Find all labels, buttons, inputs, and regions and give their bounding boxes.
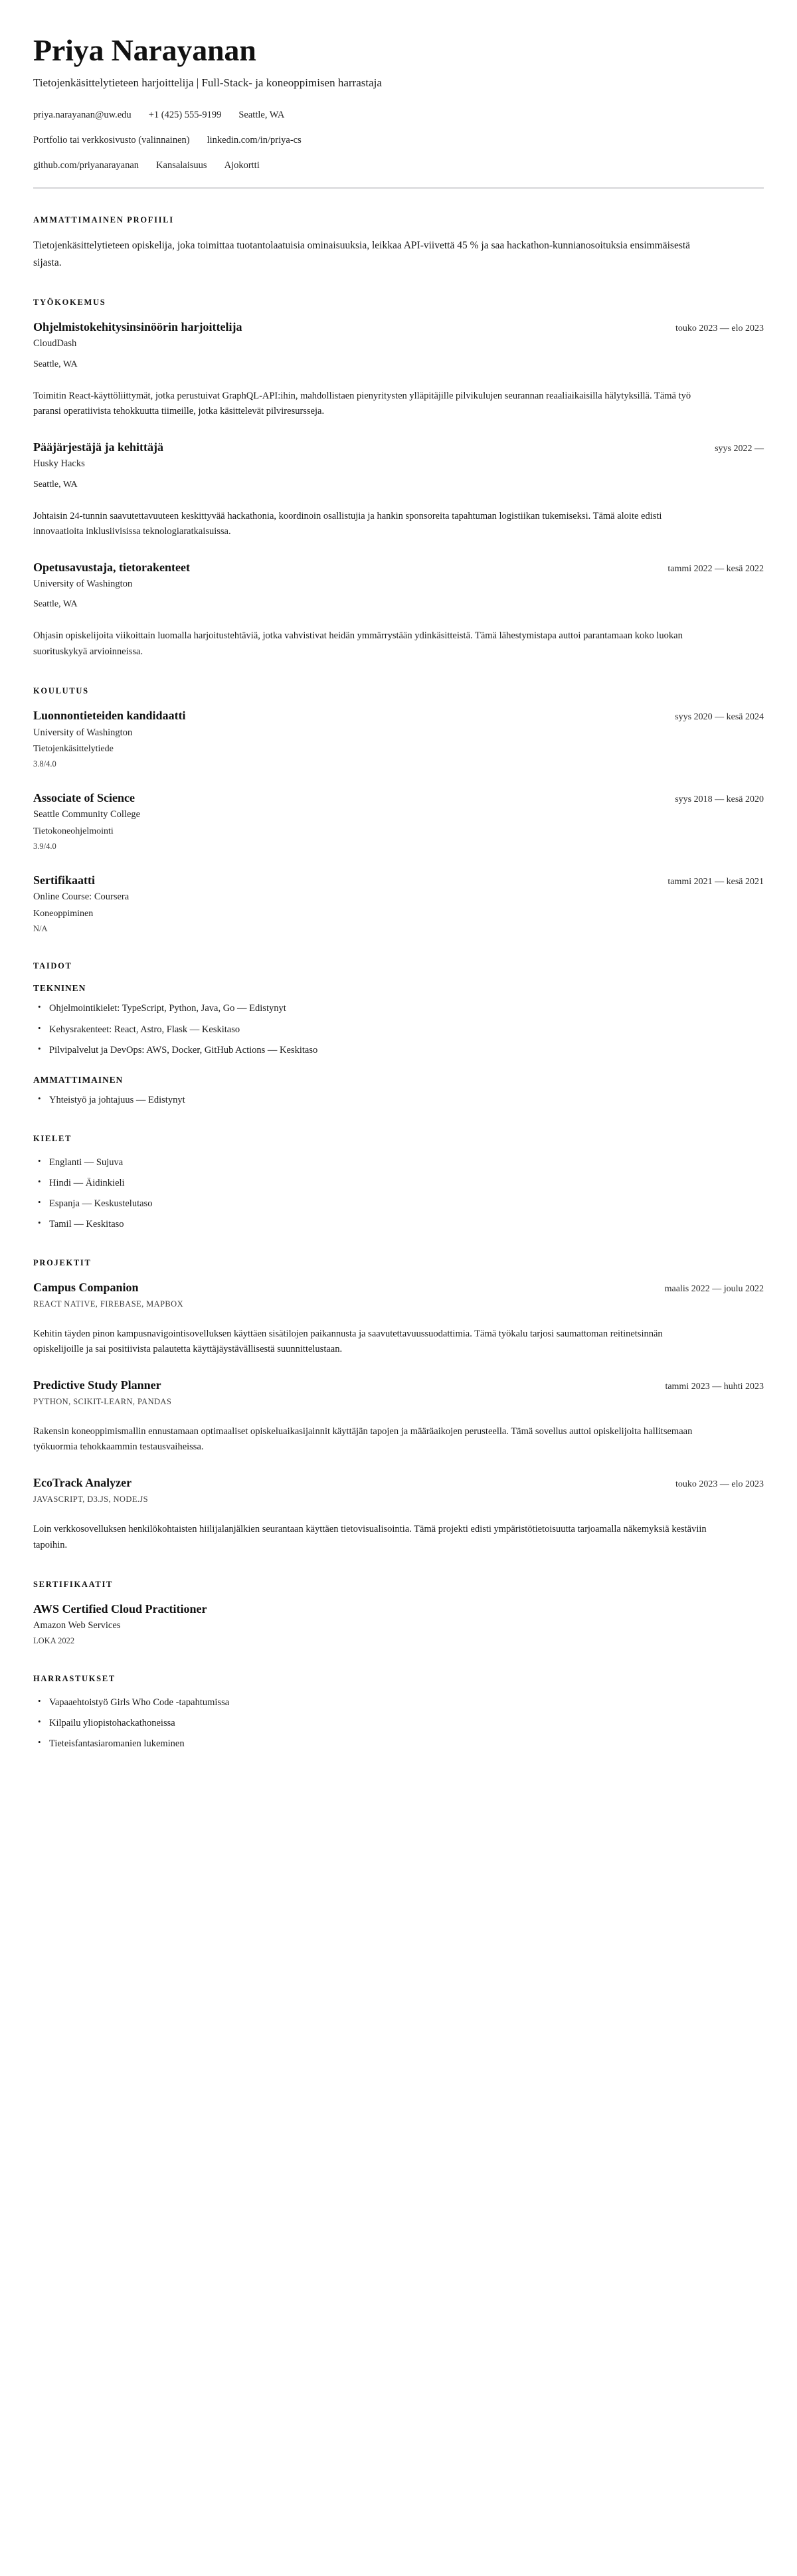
experience-description: Johtaisin 24-tunnin saavutettavuuteen keskittyvää hackathonia, koordinoin osallistujia ja hankin sponsoreita tapahtuman logistiikan tukemiseksi. Tämä aloite edisti innovaatioita inklusiivisissa teknologiaratkaisuissa. bbox=[33, 510, 662, 537]
header-divider bbox=[33, 187, 764, 189]
certification-date: LOKA 2022 bbox=[33, 1636, 75, 1646]
list-item: • Tieteisfantasiaromanien lukeminen bbox=[49, 1737, 764, 1751]
contact-portfolio[interactable]: Portfolio tai verkkosivusto (valinnainen) bbox=[33, 134, 190, 145]
list-item: • Vapaaehtoistyö Girls Who Code -tapahtumissa bbox=[49, 1696, 764, 1710]
experience-entry bbox=[33, 320, 764, 420]
list-item: • Yhteistyö ja johtajuus — Edistynyt bbox=[49, 1093, 764, 1107]
contact-line-primary bbox=[33, 108, 764, 123]
contact-citizenship: Kansalaisuus bbox=[156, 159, 207, 171]
education-date: syys 2020 — kesä 2024 bbox=[675, 712, 764, 723]
experience-entry-head bbox=[33, 560, 764, 575]
experience-role: Opetusavustaja, tietorakenteet bbox=[33, 560, 190, 574]
education-entry bbox=[33, 873, 764, 935]
contact-phone[interactable]: +1 (425) 555-9199 bbox=[148, 110, 222, 121]
project-description: Loin verkkosovelluksen henkilökohtaisten hiilijalanjälkien seurantaan käyttäen tietovisualisointia. Tämä projekti edisti ympäristötietoisuutta tarjoamalla näkemyksiä kestäviin tapoihin. bbox=[33, 1524, 707, 1550]
list-item: • Espanja — Keskustelutaso bbox=[49, 1197, 764, 1211]
resume-header bbox=[33, 35, 764, 189]
experience-org: CloudDash bbox=[33, 337, 77, 349]
education-date: tammi 2021 — kesä 2021 bbox=[667, 876, 764, 887]
skills-group-title-technical: TEKNINEN bbox=[33, 983, 86, 994]
experience-entry bbox=[33, 560, 764, 660]
education-date: syys 2018 — kesä 2020 bbox=[675, 794, 764, 805]
education-gpa: 3.9/4.0 bbox=[33, 842, 56, 852]
section-experience bbox=[33, 298, 764, 660]
experience-description: Toimitin React-käyttöliittymät, jotka perustuivat GraphQL-API:ihin, mahdollistaen pienyritysten ylläpitäjille pilvikulujen seurannan reaaliaikaisilla hälytyksillä. Tämä työ paransi operatiivista tehokkuutta tiimeille, jotka käsittelevät pilviresursseja. bbox=[33, 390, 691, 417]
experience-description: Ohjasin opiskelijoita viikoittain luomalla harjoitustehtäviä, jotka vahvistivat heidän ymmärrystään ydinkäsitteistä. Tämä lähestymistapa auttoi parantamaan koko luokan suorituskykyä arvioinneissa. bbox=[33, 630, 683, 657]
skills-group-title-professional: AMMATTIMAINEN bbox=[33, 1074, 124, 1085]
education-school: Online Course: Coursera bbox=[33, 891, 130, 902]
section-profile bbox=[33, 215, 764, 270]
education-entry bbox=[33, 790, 764, 853]
project-name: Campus Companion bbox=[33, 1280, 139, 1294]
project-date: tammi 2023 — huhti 2023 bbox=[665, 1381, 764, 1392]
project-entry-head bbox=[33, 1378, 764, 1393]
list-item: • Englanti — Sujuva bbox=[49, 1156, 764, 1170]
contact-linkedin[interactable]: linkedin.com/in/priya-cs bbox=[207, 134, 302, 145]
education-degree: Sertifikaatti bbox=[33, 873, 95, 887]
section-education bbox=[33, 686, 764, 935]
project-entry bbox=[33, 1475, 764, 1553]
contact-drivers-license: Ajokortti bbox=[224, 159, 260, 171]
section-hobbies bbox=[33, 1674, 764, 1751]
education-entry-head bbox=[33, 873, 764, 888]
project-name: Predictive Study Planner bbox=[33, 1378, 161, 1392]
experience-date: touko 2023 — elo 2023 bbox=[675, 323, 764, 333]
list-item: • Kilpailu yliopistohackathoneissa bbox=[49, 1716, 764, 1730]
project-entry-head bbox=[33, 1475, 764, 1491]
candidate-headline: Tietojenkäsittelytieteen harjoittelija | Full-Stack- ja koneoppimisen harrastaja bbox=[33, 76, 382, 90]
experience-entry-head bbox=[33, 440, 764, 455]
certification-entry bbox=[33, 1602, 764, 1647]
section-skills bbox=[33, 961, 764, 1107]
experience-role: Pääjärjestäjä ja kehittäjä bbox=[33, 440, 163, 454]
section-title-experience: TYÖKOKEMUS bbox=[33, 297, 106, 307]
section-projects bbox=[33, 1258, 764, 1553]
contact-github[interactable]: github.com/priyanarayanan bbox=[33, 159, 139, 171]
education-field: Koneoppiminen bbox=[33, 908, 94, 919]
project-tech-stack: REACT NATIVE, FIREBASE, MAPBOX bbox=[33, 1299, 184, 1309]
project-date: maalis 2022 — joulu 2022 bbox=[664, 1283, 764, 1294]
experience-location: Seattle, WA bbox=[33, 359, 78, 369]
section-title-education: KOULUTUS bbox=[33, 686, 89, 696]
experience-org: Husky Hacks bbox=[33, 458, 85, 469]
education-degree: Luonnontieteiden kandidaatti bbox=[33, 709, 186, 723]
candidate-name: Priya Narayanan bbox=[33, 33, 256, 67]
project-name: EcoTrack Analyzer bbox=[33, 1475, 132, 1489]
section-languages bbox=[33, 1134, 764, 1232]
education-gpa: N/A bbox=[33, 923, 48, 933]
education-school: Seattle Community College bbox=[33, 809, 141, 820]
education-entry bbox=[33, 708, 764, 771]
project-date: touko 2023 — elo 2023 bbox=[675, 1479, 764, 1489]
education-field: Tietokoneohjelmointi bbox=[33, 826, 114, 837]
certification-issuer: Amazon Web Services bbox=[33, 1619, 121, 1631]
contact-location: Seattle, WA bbox=[238, 110, 285, 121]
section-title-certifications: SERTIFIKAATIT bbox=[33, 1580, 114, 1590]
list-item: • Ohjelmointikielet: TypeScript, Python, Java, Go — Edistynyt bbox=[49, 1002, 764, 1016]
education-degree: Associate of Science bbox=[33, 791, 135, 805]
list-item: • Tamil — Keskitaso bbox=[49, 1218, 764, 1232]
list-item: • Kehysrakenteet: React, Astro, Flask — Keskitaso bbox=[49, 1023, 764, 1037]
contact-line-web bbox=[33, 134, 764, 148]
section-title-languages: KIELET bbox=[33, 1133, 72, 1143]
project-entry-head bbox=[33, 1280, 764, 1295]
experience-location: Seattle, WA bbox=[33, 479, 78, 490]
project-entry bbox=[33, 1378, 764, 1455]
skills-list-professional bbox=[33, 1093, 764, 1107]
project-description: Kehitin täyden pinon kampusnavigointisovelluksen käyttäen sisätilojen paikannusta ja saavutettavuussuodattimia. Tämä työkalu tarjosi saumattoman reitinetsinnän opiskelijoille ja sai positiivista palautetta käyttäjäystävällisestä suunnittelustaan. bbox=[33, 1328, 663, 1355]
project-entry bbox=[33, 1280, 764, 1358]
project-description: Rakensin koneoppimismallin ennustamaan optimaaliset opiskeluaikasijainnit käyttäjän tapojen ja määräaikojen perusteella. Tämä sovellus auttoi opiskelijoita hallitsemaan työkuormia tehokkaammin testausvaiheissa. bbox=[33, 1426, 693, 1453]
contact-email[interactable]: priya.narayanan@uw.edu bbox=[33, 110, 132, 121]
section-title-skills: TAIDOT bbox=[33, 961, 72, 971]
education-entry-head bbox=[33, 790, 764, 806]
education-school: University of Washington bbox=[33, 727, 133, 738]
education-entry-head bbox=[33, 708, 764, 723]
experience-location: Seattle, WA bbox=[33, 599, 78, 610]
certification-name: AWS Certified Cloud Practitioner bbox=[33, 1602, 207, 1616]
contact-line-misc bbox=[33, 159, 764, 173]
education-field: Tietojenkäsittelytiede bbox=[33, 744, 114, 755]
experience-role: Ohjelmistokehitysinsinöörin harjoittelija bbox=[33, 320, 242, 333]
section-title-profile: AMMATTIMAINEN PROFIILI bbox=[33, 215, 174, 225]
experience-date: tammi 2022 — kesä 2022 bbox=[667, 563, 764, 574]
list-item: • Pilvipalvelut ja DevOps: AWS, Docker, GitHub Actions — Keskitaso bbox=[49, 1044, 764, 1058]
section-title-hobbies: HARRASTUKSET bbox=[33, 1674, 116, 1684]
section-title-projects: PROJEKTIT bbox=[33, 1257, 92, 1267]
experience-date: syys 2022 — bbox=[715, 443, 764, 454]
experience-org: University of Washington bbox=[33, 578, 133, 589]
experience-entry-head bbox=[33, 320, 764, 335]
languages-list bbox=[33, 1156, 764, 1232]
experience-entry bbox=[33, 440, 764, 540]
list-item: • Hindi — Äidinkieli bbox=[49, 1176, 764, 1190]
education-gpa: 3.8/4.0 bbox=[33, 759, 56, 769]
section-certifications bbox=[33, 1580, 764, 1647]
project-tech-stack: JAVASCRIPT, D3.JS, NODE.JS bbox=[33, 1495, 148, 1505]
project-tech-stack: PYTHON, SCIKIT-LEARN, PANDAS bbox=[33, 1396, 172, 1406]
skills-list-technical bbox=[33, 1002, 764, 1057]
profile-summary: Tietojenkäsittelytieteen opiskelija, joka toimittaa tuotantolaatuisia ominaisuuksia, leikkaa API-viivettä 45 % ja saa hackathon-kunnianosoituksia ensimmäisestä sijasta. bbox=[33, 240, 691, 268]
hobbies-list bbox=[33, 1696, 764, 1751]
